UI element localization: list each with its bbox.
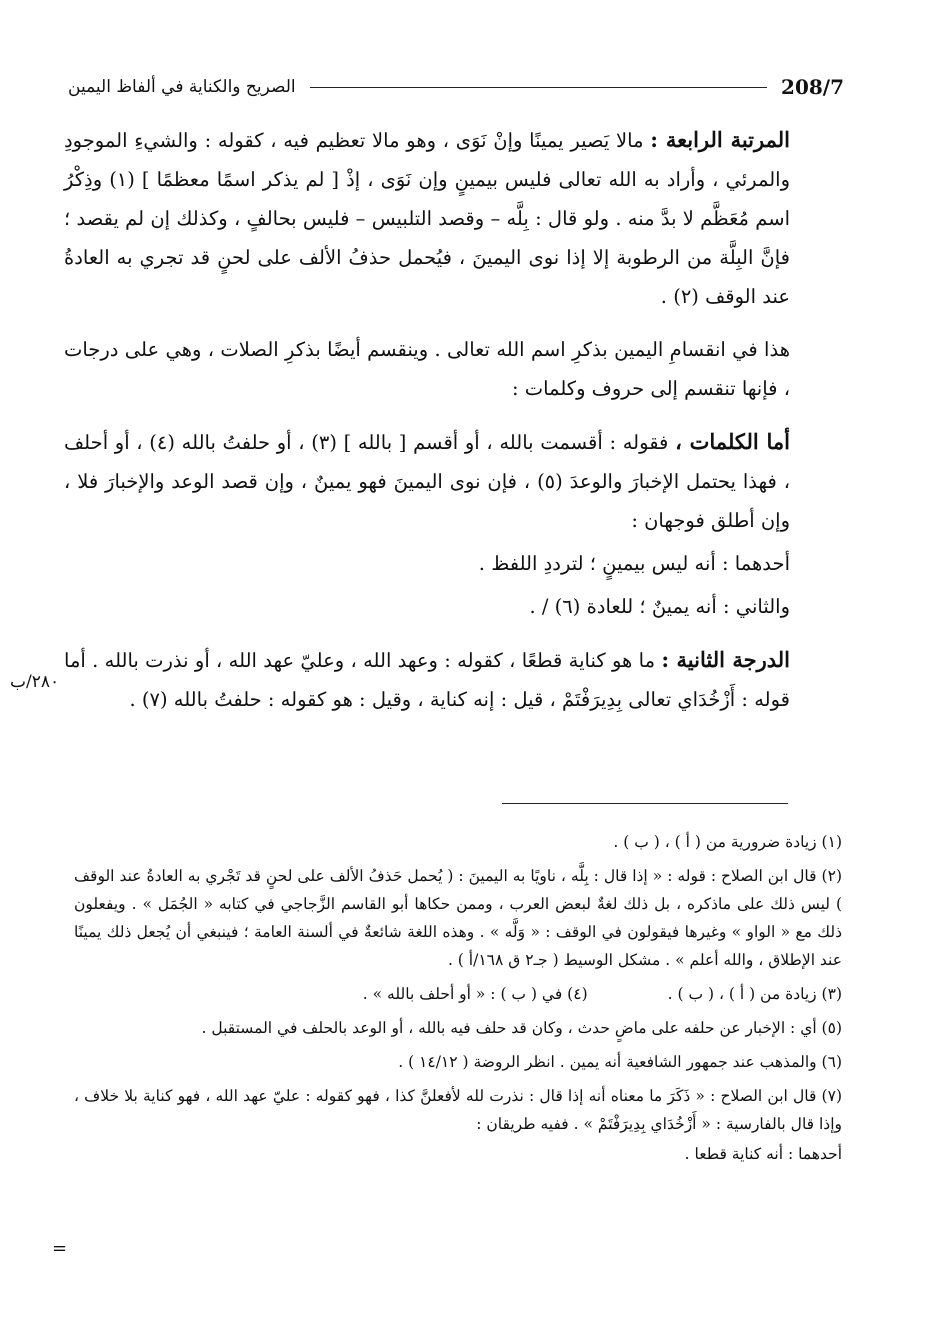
folio-margin-note: ٢٨٠/ب [10, 672, 60, 692]
footnote-5: (٥) أي : الإخبار عن حلفه على ماضٍ حدث ، وكان قد حلف فيه بالله ، أو الوعد بالحلف في المستقبل . [201, 1019, 842, 1037]
page-number: 208/7 [781, 75, 844, 99]
main-text [64, 120, 790, 733]
continuation-mark: = [52, 1238, 68, 1259]
footnote-row [74, 980, 842, 1008]
section-heading: أما الكلمات ، [675, 429, 790, 454]
paragraph-text: فقوله : أقسمت بالله ، أو أقسم [ بالله ] (٣) ، أو حلفتُ بالله (٤) ، أو أحلف ، فهذا يحتمل الإخبارَ والوعدَ (٥) ، فإن نوى اليمينَ فهو يمينٌ ، وإن قصد الوعد والإخبارَ فلا ، وإن أطلق فوجهان : [64, 431, 790, 532]
paragraph-rank-four [64, 120, 790, 316]
header-rule [310, 87, 767, 88]
page-header [68, 72, 844, 102]
paragraph-division [64, 330, 790, 408]
paragraph-text: مالا يَصير يمينًا وإنْ نَوَى ، وهو مالا تعظيم فيه ، كقوله : والشيءِ الموجودِ والمرئي ، وأراد به الله تعالى فليس بيمينٍ وإن نَوَى ، إذْ [ لم يذكر اسمًا معظمًا ] (١) وذِكْرُ اسم مُعَظَّم لا بدَّ منه . ولو قال : بِلَّه – وقصد التلبيس – فليس بحالفٍ ، وكذلك إن لم يقصد ؛ فإنَّ البِلَّة من الرطوبة إلا إذا نوى اليمينَ ، فيُحمل حذفُ الألف على لحنٍ قد تجري به العادةُ عند الوقف (٢) . [64, 129, 790, 308]
running-title: الصريح والكناية في ألفاظ اليمين [68, 77, 296, 97]
footnote-3: (٣) زيادة من ( أ ) ، ( ب ) . [667, 985, 842, 1003]
section-heading: المرتبة الرابعة : [650, 127, 790, 152]
footnote-4: (٤) في ( ب ) : « أو أحلف بالله » . [362, 985, 588, 1003]
section-heading: الدرجة الثانية : [661, 647, 791, 672]
footnotes [74, 828, 842, 1174]
footnote-7: (٧) قال ابن الصلاح : « ذَكَرَ ما معناه أنه إذا قال : نذرت لله لأفعلنَّ كذا ، فهو كقوله : عليّ عهد الله ، فهو كناية بلا خلاف ، وإذا قال بالفارسية : « أَزْخُدَاي بِدِيرَفْتَمْ » . ففيه طريقان : [74, 1087, 842, 1133]
paragraph-text: والثاني : أنه يمينٌ ؛ للعادة (٦) / . [529, 595, 790, 618]
paragraph-text: ما هو كناية قطعًا ، كقوله : وعهد الله ، وعليّ عهد الله ، أو نذرت بالله . أما قوله : أَزْخُدَاي تعالى بِدِيرَفْتَمْ ، قيل : إنه كناية ، وقيل : هو كقوله : حلفتُ بالله (٧) . [64, 649, 790, 711]
paragraph-text: أحدهما : أنه ليس بيمينٍ ؛ لترددِ اللفظ . [478, 552, 790, 575]
paragraph-degree-two [64, 640, 790, 719]
paragraph-second-view [64, 587, 790, 626]
footnote-2: (٢) قال ابن الصلاح : قوله : « إذا قال : بِلَّه ، ناويًا به اليمينَ : ( يُحمل حَذفُ الألف على لحنٍ قد تَجْري به العادةُ عند الوقف ) ليس ذلك على ماذكره ، بل ذلك لغةٌ لبعض العرب ، وممن حكاها أبو القاسم الزَّجاجي في كتابه « الجُمَل » . ويفعلون ذلك مع « الواو » وغيرها فيقولون في الوقف : « وَلَّه » . وهذه اللغة شائعةٌ في ألسنة العامة ؛ فينبغي أن يُجعل ذلك يمينًا عند الإطلاق ، والله أعلم » . مشكل الوسيط ( جـ٢ ق ١٦٨/أ ) . [74, 867, 842, 969]
paragraph-text: هذا في انقسامِ اليمين بذكرِ اسم الله تعالى . وينقسم أيضًا بذكرِ الصلات ، وهي على درجات ، فإنها تنقسم إلى حروف وكلمات : [64, 338, 790, 400]
footnote-7-continued: أحدهما : أنه كناية قطعا . [684, 1145, 842, 1163]
paragraph-words [64, 422, 790, 540]
footnote-1: (١) زيادة ضرورية من ( أ ) ، ( ب ) . [613, 833, 842, 851]
footnote-6: (٦) والمذهب عند جمهور الشافعية أنه يمين . انظر الروضة ( ١٤/١٢ ) . [398, 1053, 842, 1071]
paragraph-first-view [64, 544, 790, 583]
footnote-separator [502, 803, 788, 804]
